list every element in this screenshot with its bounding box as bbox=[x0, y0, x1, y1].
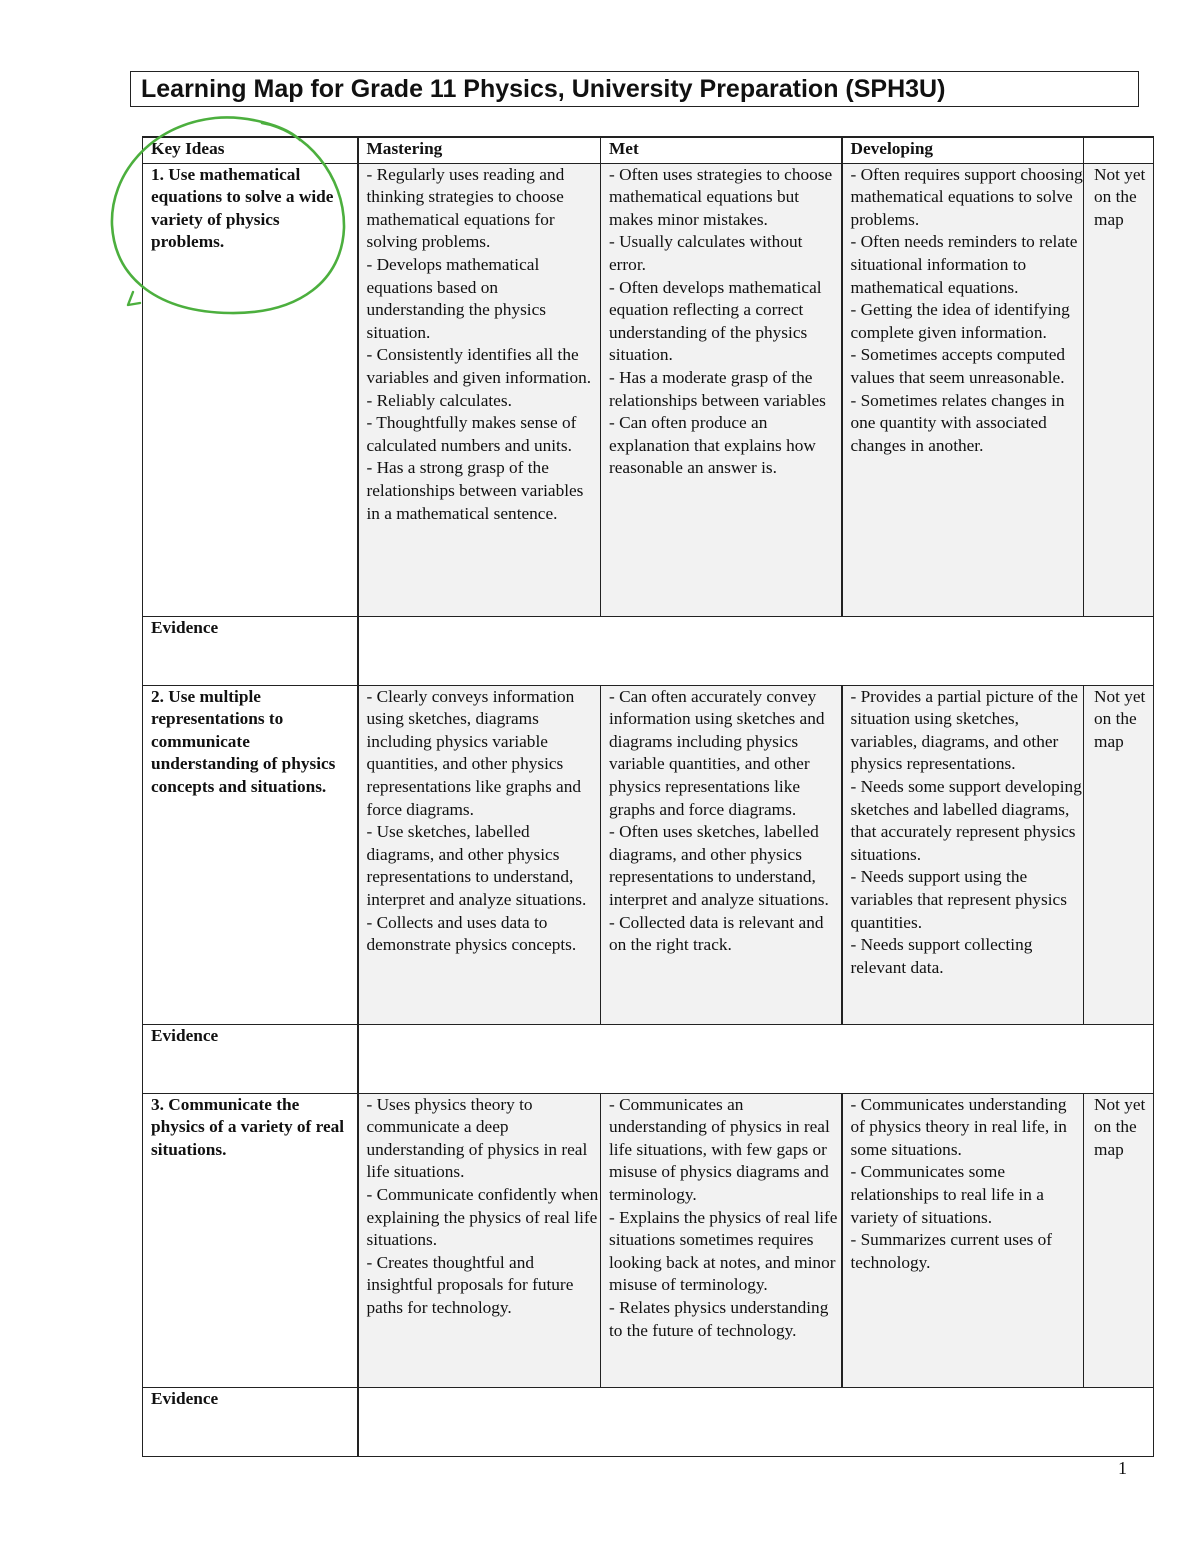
circle-tail-stroke bbox=[128, 292, 140, 305]
mastering-item: - Consistently identifies all the variables and given information. bbox=[366, 345, 592, 387]
mastering-item: - Clearly conveys information using sketches, diagrams including physics variable quantities, and other physics representations like graphs and force diagrams. bbox=[366, 686, 582, 819]
met-cell-3 bbox=[601, 1093, 842, 1387]
developing-item: - Needs some support developing sketches and labelled diagrams, that accurately represent physics situations. bbox=[850, 776, 1082, 864]
developing-cell-2 bbox=[842, 685, 1084, 1024]
met-item: - Has a moderate grasp of the relationships between variables bbox=[609, 367, 826, 410]
evidence-row-2 bbox=[143, 1024, 1154, 1093]
evidence-row-3 bbox=[143, 1387, 1154, 1456]
met-cell-1 bbox=[601, 163, 842, 616]
header-mastering: Mastering bbox=[358, 137, 601, 163]
evidence-field-3[interactable] bbox=[358, 1387, 1154, 1456]
evidence-label-1: Evidence bbox=[143, 616, 358, 685]
page-title: Learning Map for Grade 11 Physics, University Preparation (SPH3U) bbox=[130, 71, 1139, 107]
header-met: Met bbox=[601, 137, 842, 163]
developing-item: - Sometimes accepts computed values that seem unreasonable. bbox=[850, 345, 1066, 387]
met-item: - Collected data is relevant and on the right track. bbox=[609, 912, 824, 955]
mastering-item: - Collects and uses data to demonstrate physics concepts. bbox=[366, 912, 577, 955]
not-yet-cell-1: Not yet on the map bbox=[1084, 163, 1154, 616]
not-yet-cell-2: Not yet on the map bbox=[1084, 685, 1154, 1024]
evidence-row-1 bbox=[143, 616, 1154, 685]
developing-item: - Getting the idea of identifying complete given information. bbox=[850, 300, 1070, 342]
mastering-item: - Regularly uses reading and thinking strategies to choose mathematical equations for solving problems. bbox=[366, 164, 565, 252]
developing-cell-1 bbox=[842, 163, 1084, 616]
header-not-yet bbox=[1084, 137, 1154, 163]
mastering-item: - Uses physics theory to communicate a deep understanding of physics in real life situations. bbox=[366, 1094, 588, 1182]
key-idea-row-3 bbox=[143, 1093, 1154, 1387]
met-cell-2 bbox=[601, 685, 842, 1024]
evidence-field-1[interactable] bbox=[358, 616, 1154, 685]
developing-item: - Needs support using the variables that represent physics quantities. bbox=[850, 867, 1067, 932]
met-item: - Often uses sketches, labelled diagrams, and other physics representations to understand, interpret and analyze situations. bbox=[609, 822, 829, 909]
developing-item: - Sometimes relates changes in one quantity with associated changes in another. bbox=[850, 390, 1065, 455]
evidence-label-2: Evidence bbox=[143, 1024, 358, 1093]
met-item: - Relates physics understanding to the future of technology. bbox=[609, 1297, 829, 1340]
met-item: - Explains the physics of real life situations sometimes requires looking back at notes, and minor misuse of terminology. bbox=[609, 1207, 838, 1295]
met-item: - Can often accurately convey information using sketches and diagrams including physics variable quantities, and other physics representations like graphs and force diagrams. bbox=[609, 686, 825, 819]
developing-item: - Communicates understanding of physics theory in real life, in some situations. bbox=[850, 1094, 1067, 1159]
mastering-item: - Creates thoughtful and insightful proposals for future paths for technology. bbox=[366, 1252, 574, 1317]
evidence-field-2[interactable] bbox=[358, 1024, 1154, 1093]
header-developing: Developing bbox=[842, 137, 1084, 163]
evidence-label-3: Evidence bbox=[143, 1387, 358, 1456]
met-item: - Often develops mathematical equation reflecting a correct understanding of the physics situation. bbox=[609, 277, 822, 365]
mastering-cell-1 bbox=[358, 163, 601, 616]
key-idea-3: 3. Communicate the physics of a variety of real situations. bbox=[143, 1093, 358, 1387]
key-idea-1: 1. Use mathematical equations to solve a wide variety of physics problems. bbox=[143, 163, 358, 616]
header-row bbox=[143, 137, 1154, 163]
developing-item: - Communicates some relationships to real life in a variety of situations. bbox=[850, 1162, 1044, 1227]
key-idea-row-1 bbox=[143, 163, 1154, 616]
developing-item: - Needs support collecting relevant data. bbox=[850, 935, 1033, 977]
mastering-item: - Reliably calculates. bbox=[366, 390, 512, 410]
header-key-ideas: Key Ideas bbox=[143, 137, 358, 163]
mastering-item: - Has a strong grasp of the relationships between variables in a mathematical sentence. bbox=[366, 458, 584, 523]
developing-item: - Summarizes current uses of technology. bbox=[850, 1230, 1053, 1272]
mastering-item: - Use sketches, labelled diagrams, and other physics representations to understand, interpret and analyze situations. bbox=[366, 822, 587, 909]
mastering-item: - Develops mathematical equations based on understanding the physics situation. bbox=[366, 254, 547, 342]
met-item: - Often uses strategies to choose mathematical equations but makes minor mistakes. bbox=[609, 164, 833, 229]
mastering-item: - Communicate confidently when explaining the physics of real life situations. bbox=[366, 1184, 599, 1250]
developing-cell-3 bbox=[842, 1093, 1084, 1387]
met-item: - Communicates an understanding of physics in real life situations, with few gaps or misuse of physics diagrams and terminology. bbox=[609, 1094, 830, 1204]
met-item: - Usually calculates without error. bbox=[609, 232, 803, 274]
key-idea-2: 2. Use multiple representations to communicate understanding of physics concepts and situations. bbox=[143, 685, 358, 1024]
not-yet-cell-3: Not yet on the map bbox=[1084, 1093, 1154, 1387]
developing-item: - Often needs reminders to relate situational information to mathematical equations. bbox=[850, 232, 1078, 297]
learning-map-table bbox=[142, 136, 1154, 1457]
developing-item: - Provides a partial picture of the situation using sketches, variables, diagrams, and other physics representations. bbox=[850, 686, 1078, 774]
mastering-cell-2 bbox=[358, 685, 601, 1024]
developing-item: - Often requires support choosing mathematical equations to solve problems. bbox=[850, 164, 1083, 229]
page-number: 1 bbox=[1118, 1458, 1127, 1478]
mastering-cell-3 bbox=[358, 1093, 601, 1387]
mastering-item: - Thoughtfully makes sense of calculated numbers and units. bbox=[366, 413, 577, 455]
met-item: - Can often produce an explanation that explains how reasonable an answer is. bbox=[609, 413, 816, 478]
key-idea-row-2 bbox=[143, 685, 1154, 1024]
